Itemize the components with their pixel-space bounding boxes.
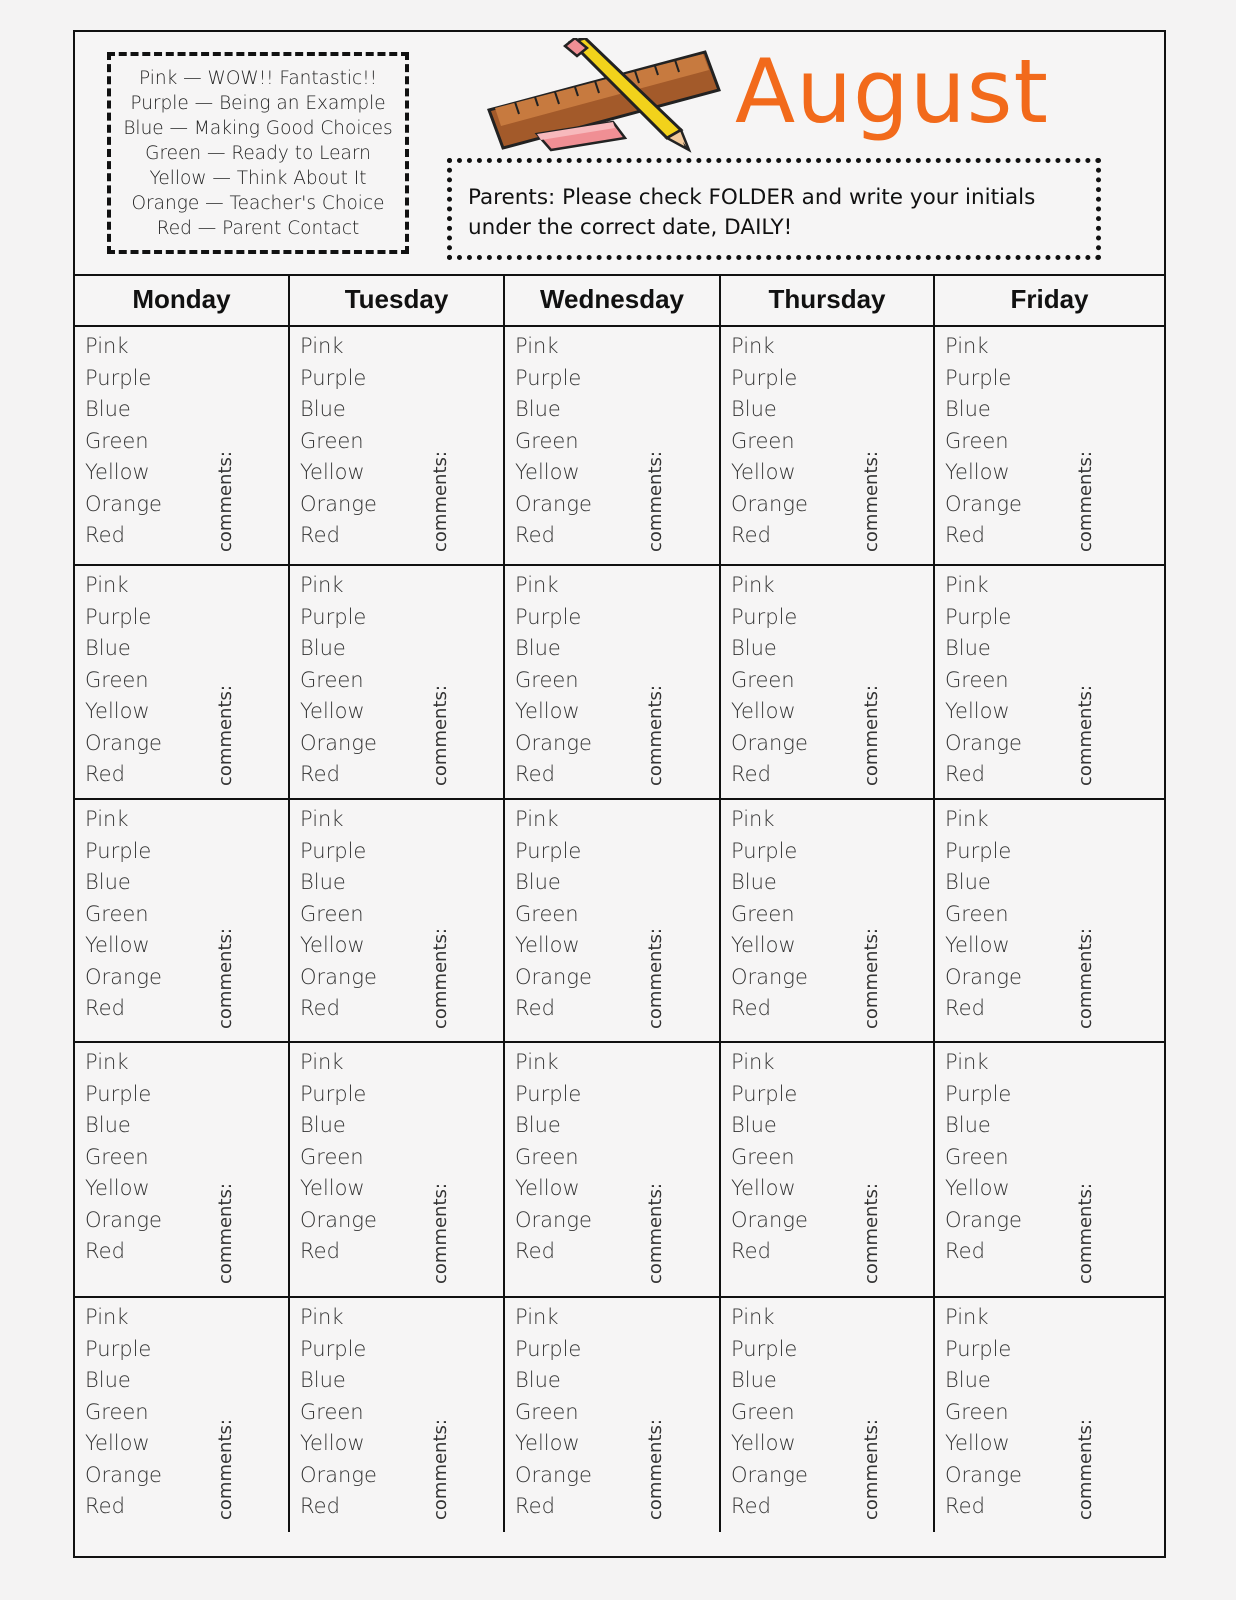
color-option-yellow[interactable]: Yellow (515, 933, 580, 957)
day-cell[interactable] (75, 800, 290, 1043)
color-option-yellow[interactable]: Yellow (945, 460, 1010, 484)
color-option-orange[interactable]: Orange (300, 1207, 377, 1232)
color-option-orange[interactable]: Orange (85, 730, 162, 755)
color-option-pink[interactable]: Pink (300, 1305, 344, 1329)
color-option-green[interactable]: Green (731, 667, 795, 692)
color-option-yellow[interactable]: Yellow (300, 460, 365, 484)
color-option-pink[interactable]: Pink (945, 1050, 989, 1074)
color-option-pink[interactable]: Pink (515, 334, 559, 358)
color-option-purple[interactable]: Purple (731, 604, 798, 629)
color-option-orange[interactable]: Orange (515, 964, 592, 989)
color-options-list (300, 570, 377, 791)
color-option-red[interactable]: Red (731, 762, 771, 786)
comments-label: comments: (430, 928, 451, 1029)
color-option-red[interactable]: Red (945, 996, 985, 1020)
color-options-list (731, 1302, 808, 1523)
color-options-list (731, 804, 808, 1025)
color-key-box (107, 52, 409, 254)
color-option-orange[interactable]: Orange (300, 964, 377, 989)
day-cell[interactable] (721, 1298, 935, 1532)
color-option-pink[interactable]: Pink (945, 573, 989, 597)
color-option-blue[interactable]: Blue (945, 870, 991, 894)
color-option-blue[interactable]: Blue (300, 636, 346, 660)
color-option-pink[interactable]: Pink (731, 807, 775, 831)
color-option-yellow[interactable]: Yellow (731, 1431, 796, 1455)
color-option-purple[interactable]: Purple (945, 838, 1012, 863)
color-option-pink[interactable]: Pink (85, 807, 129, 831)
color-option-blue[interactable]: Blue (731, 1113, 777, 1137)
color-option-pink[interactable]: Pink (731, 334, 775, 358)
color-option-red[interactable]: Red (515, 996, 555, 1020)
color-option-blue[interactable]: Blue (731, 1368, 777, 1392)
color-option-yellow[interactable]: Yellow (85, 933, 150, 957)
comments-label: comments: (215, 1419, 236, 1520)
color-option-purple[interactable]: Purple (515, 1081, 582, 1106)
color-option-orange[interactable]: Orange (945, 730, 1022, 755)
day-cell[interactable] (75, 1298, 290, 1532)
color-option-pink[interactable]: Pink (945, 1305, 989, 1329)
color-option-pink[interactable]: Pink (515, 807, 559, 831)
color-option-red[interactable]: Red (85, 1494, 125, 1518)
color-option-pink[interactable]: Pink (300, 1050, 344, 1074)
comments-label: comments: (1075, 1183, 1096, 1284)
color-option-red[interactable]: Red (945, 1494, 985, 1518)
color-option-pink[interactable]: Pink (300, 334, 344, 358)
color-option-orange[interactable]: Orange (731, 964, 808, 989)
color-options-list (85, 570, 162, 791)
color-option-green[interactable]: Green (945, 1399, 1009, 1424)
color-option-red[interactable]: Red (300, 523, 340, 547)
color-option-red[interactable]: Red (731, 523, 771, 547)
color-option-orange[interactable]: Orange (731, 730, 808, 755)
key-line-yellow: Yellow — Think About It (149, 167, 367, 189)
color-option-orange[interactable]: Orange (85, 1462, 162, 1487)
day-cell[interactable] (290, 327, 505, 566)
color-option-blue[interactable]: Blue (515, 636, 561, 660)
color-option-red[interactable]: Red (731, 1494, 771, 1518)
day-header-thursday: Thursday (721, 274, 935, 327)
color-option-purple[interactable]: Purple (515, 604, 582, 629)
color-option-green[interactable]: Green (515, 1144, 579, 1169)
day-cell[interactable] (75, 1043, 290, 1298)
color-option-pink[interactable]: Pink (945, 807, 989, 831)
color-option-red[interactable]: Red (945, 523, 985, 547)
color-option-orange[interactable]: Orange (515, 491, 592, 516)
color-option-purple[interactable]: Purple (945, 604, 1012, 629)
comments-label: comments: (1075, 1419, 1096, 1520)
color-option-blue[interactable]: Blue (945, 397, 991, 421)
comments-label: comments: (215, 451, 236, 552)
day-cell[interactable] (721, 566, 935, 800)
color-option-pink[interactable]: Pink (300, 573, 344, 597)
color-option-green[interactable]: Green (85, 901, 149, 926)
color-option-orange[interactable]: Orange (945, 964, 1022, 989)
color-option-orange[interactable]: Orange (515, 1207, 592, 1232)
day-cell[interactable] (721, 1043, 935, 1298)
day-header-tuesday: Tuesday (290, 274, 505, 327)
comments-label: comments: (1075, 928, 1096, 1029)
color-option-green[interactable]: Green (515, 1399, 579, 1424)
color-option-purple[interactable]: Purple (731, 838, 798, 863)
color-option-purple[interactable]: Purple (85, 365, 152, 390)
color-option-purple[interactable]: Purple (85, 1081, 152, 1106)
color-option-green[interactable]: Green (945, 901, 1009, 926)
color-option-red[interactable]: Red (300, 762, 340, 786)
color-option-green[interactable]: Green (731, 428, 795, 453)
color-option-blue[interactable]: Blue (85, 397, 131, 421)
color-option-orange[interactable]: Orange (731, 1462, 808, 1487)
color-options-list (300, 331, 377, 552)
color-option-green[interactable]: Green (515, 901, 579, 926)
day-cell[interactable] (721, 327, 935, 566)
color-option-red[interactable]: Red (515, 1494, 555, 1518)
week-grid (75, 274, 1164, 1556)
color-option-green[interactable]: Green (85, 428, 149, 453)
comments-label: comments: (861, 1183, 882, 1284)
color-option-red[interactable]: Red (300, 1494, 340, 1518)
color-option-blue[interactable]: Blue (945, 1113, 991, 1137)
color-option-green[interactable]: Green (945, 667, 1009, 692)
color-option-pink[interactable]: Pink (85, 1050, 129, 1074)
comments-label: comments: (430, 451, 451, 552)
color-option-orange[interactable]: Orange (945, 1462, 1022, 1487)
day-cell[interactable] (935, 800, 1164, 1043)
color-option-yellow[interactable]: Yellow (731, 460, 796, 484)
color-option-green[interactable]: Green (300, 428, 364, 453)
color-option-yellow[interactable]: Yellow (515, 699, 580, 723)
color-option-red[interactable]: Red (731, 1239, 771, 1263)
color-options-list (731, 1047, 808, 1268)
color-option-green[interactable]: Green (300, 667, 364, 692)
color-option-red[interactable]: Red (945, 762, 985, 786)
color-option-pink[interactable]: Pink (85, 573, 129, 597)
comments-label: comments: (645, 1419, 666, 1520)
color-option-blue[interactable]: Blue (731, 397, 777, 421)
color-option-blue[interactable]: Blue (515, 870, 561, 894)
color-option-green[interactable]: Green (945, 1144, 1009, 1169)
color-option-green[interactable]: Green (85, 1399, 149, 1424)
day-cell[interactable] (721, 800, 935, 1043)
day-cell[interactable] (935, 1043, 1164, 1298)
color-option-yellow[interactable]: Yellow (85, 460, 150, 484)
color-option-blue[interactable]: Blue (85, 1113, 131, 1137)
color-option-yellow[interactable]: Yellow (945, 699, 1010, 723)
key-line-blue: Blue — Making Good Choices (123, 117, 393, 139)
color-option-purple[interactable]: Purple (300, 365, 367, 390)
color-option-yellow[interactable]: Yellow (300, 933, 365, 957)
color-option-yellow[interactable]: Yellow (731, 933, 796, 957)
color-option-green[interactable]: Green (731, 1399, 795, 1424)
color-option-purple[interactable]: Purple (945, 365, 1012, 390)
color-option-orange[interactable]: Orange (945, 1207, 1022, 1232)
color-options-list (300, 1047, 377, 1268)
color-option-green[interactable]: Green (300, 901, 364, 926)
color-option-purple[interactable]: Purple (300, 1336, 367, 1361)
color-option-yellow[interactable]: Yellow (85, 1431, 150, 1455)
key-line-purple: Purple — Being an Example (130, 92, 386, 114)
color-option-red[interactable]: Red (515, 1239, 555, 1263)
color-options-list (515, 331, 592, 552)
color-options-list (300, 1302, 377, 1523)
color-option-yellow[interactable]: Yellow (945, 1176, 1010, 1200)
color-option-green[interactable]: Green (945, 428, 1009, 453)
behavior-calendar-sheet (73, 30, 1166, 1558)
comments-label: comments: (1075, 685, 1096, 786)
day-cell[interactable] (75, 566, 290, 800)
color-option-red[interactable]: Red (945, 1239, 985, 1263)
color-option-pink[interactable]: Pink (85, 1305, 129, 1329)
color-option-orange[interactable]: Orange (85, 1207, 162, 1232)
color-option-orange[interactable]: Orange (731, 1207, 808, 1232)
color-option-green[interactable]: Green (300, 1144, 364, 1169)
color-options-list (85, 1047, 162, 1268)
color-option-blue[interactable]: Blue (515, 1368, 561, 1392)
color-option-pink[interactable]: Pink (945, 334, 989, 358)
color-option-orange[interactable]: Orange (515, 1462, 592, 1487)
color-option-green[interactable]: Green (515, 428, 579, 453)
day-header-wednesday: Wednesday (505, 274, 721, 327)
color-option-yellow[interactable]: Yellow (85, 1176, 150, 1200)
color-options-list (945, 804, 1022, 1025)
color-option-pink[interactable]: Pink (515, 1050, 559, 1074)
color-option-blue[interactable]: Blue (300, 1113, 346, 1137)
color-options-list (515, 570, 592, 791)
comments-label: comments: (645, 1183, 666, 1284)
color-option-red[interactable]: Red (85, 762, 125, 786)
color-option-purple[interactable]: Purple (300, 604, 367, 629)
color-options-list (85, 1302, 162, 1523)
color-option-purple[interactable]: Purple (945, 1081, 1012, 1106)
day-cell[interactable] (290, 566, 505, 800)
day-cell[interactable] (505, 800, 721, 1043)
color-option-blue[interactable]: Blue (945, 1368, 991, 1392)
color-option-red[interactable]: Red (85, 1239, 125, 1263)
comments-label: comments: (215, 928, 236, 1029)
color-option-red[interactable]: Red (85, 996, 125, 1020)
color-option-orange[interactable]: Orange (85, 491, 162, 516)
color-option-purple[interactable]: Purple (515, 365, 582, 390)
color-option-yellow[interactable]: Yellow (300, 1431, 365, 1455)
day-cell[interactable] (75, 327, 290, 566)
color-option-blue[interactable]: Blue (515, 397, 561, 421)
comments-label: comments: (1075, 451, 1096, 552)
month-title: August (735, 40, 1049, 143)
color-options-list (85, 331, 162, 552)
color-options-list (515, 1302, 592, 1523)
comments-label: comments: (645, 451, 666, 552)
day-cell[interactable] (290, 1043, 505, 1298)
color-option-blue[interactable]: Blue (300, 870, 346, 894)
comments-label: comments: (430, 685, 451, 786)
color-option-pink[interactable]: Pink (300, 807, 344, 831)
comments-label: comments: (430, 1183, 451, 1284)
key-line-red: Red — Parent Contact (156, 217, 360, 239)
color-option-yellow[interactable]: Yellow (515, 460, 580, 484)
color-option-orange[interactable]: Orange (85, 964, 162, 989)
color-option-pink[interactable]: Pink (515, 573, 559, 597)
color-option-blue[interactable]: Blue (515, 1113, 561, 1137)
color-option-blue[interactable]: Blue (300, 1368, 346, 1392)
color-options-list (945, 570, 1022, 791)
color-option-blue[interactable]: Blue (300, 397, 346, 421)
color-option-blue[interactable]: Blue (731, 870, 777, 894)
day-cell[interactable] (935, 327, 1164, 566)
color-options-list (945, 1047, 1022, 1268)
color-option-orange[interactable]: Orange (300, 730, 377, 755)
day-cell[interactable] (290, 800, 505, 1043)
color-options-list (945, 331, 1022, 552)
key-line-orange: Orange — Teacher's Choice (131, 192, 385, 214)
color-option-orange[interactable]: Orange (300, 1462, 377, 1487)
day-cell[interactable] (935, 566, 1164, 800)
header (75, 32, 1164, 276)
color-option-yellow[interactable]: Yellow (300, 699, 365, 723)
color-options-list (945, 1302, 1022, 1523)
color-option-pink[interactable]: Pink (731, 1305, 775, 1329)
color-option-purple[interactable]: Purple (85, 838, 152, 863)
school-supplies-clipart-icon (485, 38, 725, 158)
color-option-green[interactable]: Green (731, 1144, 795, 1169)
color-option-purple[interactable]: Purple (300, 1081, 367, 1106)
color-option-blue[interactable]: Blue (945, 636, 991, 660)
comments-label: comments: (430, 1419, 451, 1520)
color-option-red[interactable]: Red (515, 523, 555, 547)
color-option-purple[interactable]: Purple (300, 838, 367, 863)
comments-label: comments: (215, 685, 236, 786)
color-options-list (731, 570, 808, 791)
color-option-pink[interactable]: Pink (731, 573, 775, 597)
color-option-purple[interactable]: Purple (945, 1336, 1012, 1361)
color-options-list (515, 1047, 592, 1268)
color-option-red[interactable]: Red (85, 523, 125, 547)
color-option-orange[interactable]: Orange (515, 730, 592, 755)
color-option-green[interactable]: Green (85, 1144, 149, 1169)
color-options-list (300, 804, 377, 1025)
color-option-red[interactable]: Red (515, 762, 555, 786)
color-option-purple[interactable]: Purple (85, 1336, 152, 1361)
day-cell[interactable] (505, 566, 721, 800)
color-option-purple[interactable]: Purple (731, 1081, 798, 1106)
color-option-orange[interactable]: Orange (945, 491, 1022, 516)
color-option-pink[interactable]: Pink (515, 1305, 559, 1329)
color-option-orange[interactable]: Orange (300, 491, 377, 516)
comments-label: comments: (645, 928, 666, 1029)
color-option-yellow[interactable]: Yellow (85, 699, 150, 723)
day-cell[interactable] (505, 1043, 721, 1298)
comments-label: comments: (215, 1183, 236, 1284)
color-option-purple[interactable]: Purple (731, 1336, 798, 1361)
parents-note: Parents: Please check FOLDER and write your initials under the correct date, DAILY! (447, 158, 1101, 260)
color-option-yellow[interactable]: Yellow (515, 1431, 580, 1455)
color-option-pink[interactable]: Pink (85, 334, 129, 358)
color-option-yellow[interactable]: Yellow (515, 1176, 580, 1200)
color-option-yellow[interactable]: Yellow (300, 1176, 365, 1200)
color-option-pink[interactable]: Pink (731, 1050, 775, 1074)
comments-label: comments: (645, 685, 666, 786)
key-line-green: Green — Ready to Learn (145, 142, 371, 164)
color-option-purple[interactable]: Purple (515, 1336, 582, 1361)
comments-label: comments: (861, 451, 882, 552)
color-option-blue[interactable]: Blue (85, 1368, 131, 1392)
color-option-purple[interactable]: Purple (515, 838, 582, 863)
color-option-red[interactable]: Red (300, 1239, 340, 1263)
key-line-pink: Pink — WOW!! Fantastic!! (138, 67, 378, 89)
color-option-yellow[interactable]: Yellow (945, 1431, 1010, 1455)
color-option-green[interactable]: Green (515, 667, 579, 692)
color-option-purple[interactable]: Purple (731, 365, 798, 390)
color-option-red[interactable]: Red (731, 996, 771, 1020)
comments-label: comments: (861, 928, 882, 1029)
color-option-blue[interactable]: Blue (85, 870, 131, 894)
day-cell[interactable] (505, 327, 721, 566)
day-cell[interactable] (505, 1298, 721, 1532)
color-options-list (515, 804, 592, 1025)
color-option-yellow[interactable]: Yellow (731, 1176, 796, 1200)
color-option-orange[interactable]: Orange (731, 491, 808, 516)
color-option-green[interactable]: Green (731, 901, 795, 926)
color-option-yellow[interactable]: Yellow (945, 933, 1010, 957)
color-option-green[interactable]: Green (85, 667, 149, 692)
day-cell[interactable] (935, 1298, 1164, 1532)
color-option-red[interactable]: Red (300, 996, 340, 1020)
color-option-yellow[interactable]: Yellow (731, 699, 796, 723)
color-option-blue[interactable]: Blue (731, 636, 777, 660)
color-option-purple[interactable]: Purple (85, 604, 152, 629)
color-option-blue[interactable]: Blue (85, 636, 131, 660)
color-options-list (85, 804, 162, 1025)
color-option-green[interactable]: Green (300, 1399, 364, 1424)
color-options-list (731, 331, 808, 552)
comments-label: comments: (861, 1419, 882, 1520)
day-cell[interactable] (290, 1298, 505, 1532)
comments-label: comments: (861, 685, 882, 786)
day-header-friday: Friday (935, 274, 1164, 327)
day-header-monday: Monday (75, 274, 290, 327)
